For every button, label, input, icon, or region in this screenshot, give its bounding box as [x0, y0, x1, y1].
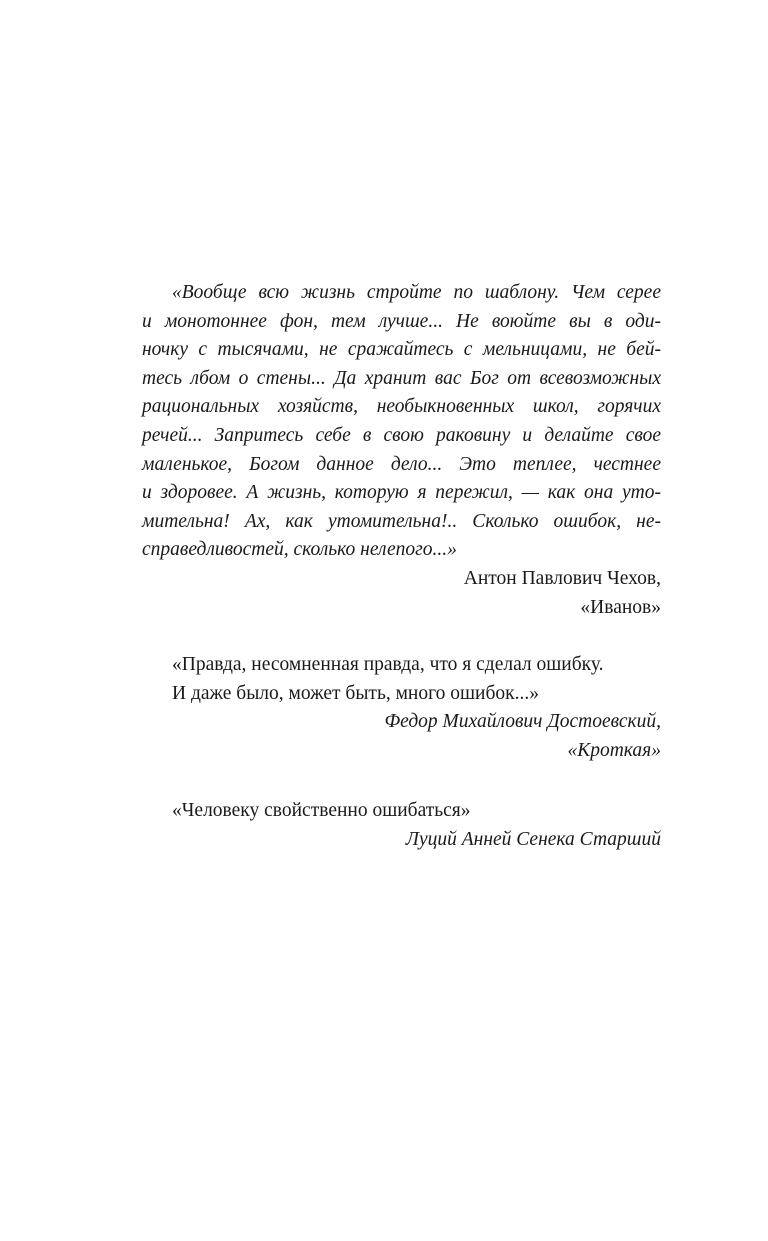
attribution	[142, 565, 661, 622]
quote-line: и здоровее. А жизнь, которую я пережил, — как она уто-	[142, 482, 661, 504]
attribution	[142, 708, 661, 765]
quote-line: «Человеку свойственно ошибаться»	[172, 800, 471, 821]
quote-line: «Правда, несомненная правда, что я сделал ошибку.	[172, 654, 604, 675]
quote-line: рациональных хозяйств, необыкновенных школ, горячих	[142, 396, 661, 418]
epigraph-chekhov	[142, 279, 661, 622]
quote-line: и монотоннее фон, тем лучше... Не воюйте вы в оди-	[142, 310, 661, 332]
epigraph-dostoevsky	[142, 651, 661, 765]
author-name: Луций Анней Сенека Старший	[405, 828, 661, 850]
quote-line: тесь лбом о стены... Да хранит вас Бог от всевозможных	[142, 367, 661, 389]
quote-line: ночку с тысячами, не сражайтесь с мельницами, не бей-	[142, 339, 661, 361]
quote-text	[142, 797, 661, 826]
quote-line: маленькое, Богом данное дело... Это теплее, честнее	[142, 453, 661, 475]
quote-line: мительна! Ах, как утомительна!.. Сколько ошибок, не-	[142, 510, 661, 532]
source-title: «Кроткая»	[567, 739, 661, 761]
quote-line: речей... Запритесь себе в свою раковину и делайте свое	[142, 424, 661, 446]
quote-line: «Вообще всю жизнь стройте по шаблону. Чем серее	[172, 282, 661, 303]
epigraph-seneca	[142, 797, 661, 854]
quote-line: справедливостей, сколько нелепого...»	[142, 539, 457, 561]
quote-text	[142, 651, 661, 708]
author-name: Федор Михайлович Достоевский,	[384, 711, 661, 733]
attribution	[142, 826, 661, 855]
author-name: Антон Павлович Чехов,	[463, 567, 661, 589]
quote-text	[142, 279, 661, 565]
quote-line: И даже было, может быть, много ошибок...»	[172, 682, 539, 704]
source-title: «Иванов»	[580, 596, 661, 618]
